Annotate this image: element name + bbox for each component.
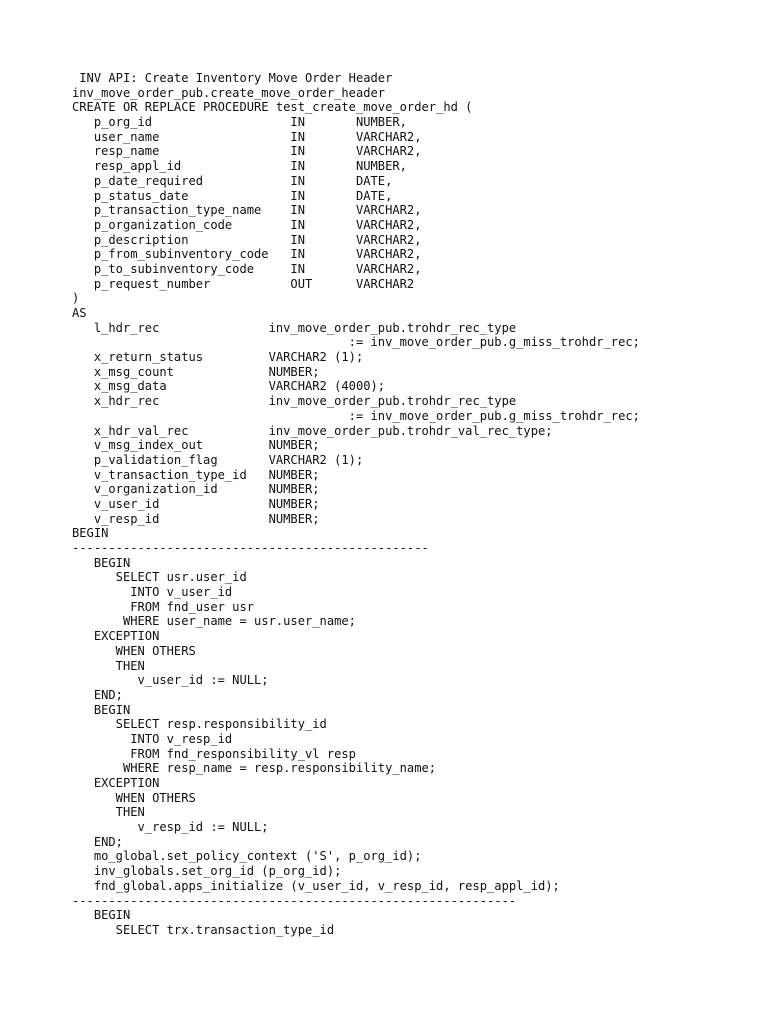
code-line: := inv_move_order_pub.g_miss_trohdr_rec;	[72, 408, 640, 423]
code-line: p_transaction_type_name IN VARCHAR2,	[72, 203, 422, 218]
code-line: BEGIN	[72, 908, 131, 923]
code-line: x_hdr_val_rec inv_move_order_pub.trohdr_val_rec_type;	[72, 423, 553, 438]
code-line: p_organization_code IN VARCHAR2,	[72, 217, 422, 232]
code-line: p_from_subinventory_code IN VARCHAR2,	[72, 247, 422, 262]
code-line: resp_name IN VARCHAR2,	[72, 144, 422, 159]
code-line: v_transaction_type_id NUMBER;	[72, 467, 320, 482]
code-line: AS	[72, 306, 87, 320]
code-line: WHEN OTHERS	[72, 643, 196, 658]
code-line: INTO v_user_id	[72, 585, 233, 600]
code-line: BEGIN	[72, 526, 109, 541]
code-line: x_return_status VARCHAR2 (1);	[72, 350, 364, 365]
code-line: INV API: Create Inventory Move Order Header	[72, 71, 393, 85]
code-line: fnd_global.apps_initialize (v_user_id, v_resp_id, resp_appl_id);	[72, 878, 560, 893]
code-line: mo_global.set_policy_context ('S', p_org_id);	[72, 849, 422, 864]
code-line: EXCEPTION	[72, 629, 160, 644]
code-line: v_user_id := NULL;	[72, 673, 269, 688]
code-line: EXCEPTION	[72, 776, 160, 790]
code-line: )	[72, 291, 80, 306]
code-line: x_msg_count NUMBER;	[72, 364, 320, 379]
code-line: FROM fnd_user usr	[72, 599, 255, 614]
code-line: BEGIN	[72, 555, 131, 570]
code-line: INTO v_resp_id	[72, 731, 233, 746]
code-line: SELECT usr.user_id	[72, 570, 247, 585]
code-line: p_date_required IN DATE,	[72, 173, 393, 188]
code-line: inv_move_order_pub.create_move_order_header	[72, 85, 386, 100]
code-line: p_description IN VARCHAR2,	[72, 232, 422, 247]
code-line: v_msg_index_out NUMBER;	[72, 438, 320, 453]
code-line: p_validation_flag VARCHAR2 (1);	[72, 452, 364, 467]
code-line: v_resp_id := NULL;	[72, 820, 269, 835]
code-line: CREATE OR REPLACE PROCEDURE test_create_move_order_hd (	[72, 100, 473, 115]
code-line: x_hdr_rec inv_move_order_pub.trohdr_rec_type	[72, 394, 517, 409]
code-line: v_resp_id NUMBER;	[72, 511, 320, 526]
code-line: := inv_move_order_pub.g_miss_trohdr_rec;	[72, 335, 640, 350]
code-line: p_status_date IN DATE,	[72, 188, 393, 203]
code-line: END;	[72, 834, 123, 849]
code-line: WHEN OTHERS	[72, 790, 196, 805]
code-line: l_hdr_rec inv_move_order_pub.trohdr_rec_type	[72, 320, 517, 335]
code-line: inv_globals.set_org_id (p_org_id);	[72, 864, 342, 879]
code-line: x_msg_data VARCHAR2 (4000);	[72, 379, 386, 394]
code-line: p_org_id IN NUMBER,	[72, 115, 407, 130]
code-line: v_organization_id NUMBER;	[72, 482, 320, 497]
code-line: -------------------------------------------------------------	[72, 893, 517, 908]
code-line: THEN	[72, 658, 145, 673]
code-line: SELECT trx.transaction_type_id	[72, 922, 335, 937]
code-line: v_user_id NUMBER;	[72, 496, 320, 511]
code-line: SELECT resp.responsibility_id	[72, 717, 327, 732]
code-line: BEGIN	[72, 702, 131, 717]
code-line: WHERE user_name = usr.user_name;	[72, 614, 356, 629]
code-line: p_to_subinventory_code IN VARCHAR2,	[72, 261, 422, 276]
code-line: WHERE resp_name = resp.responsibility_name;	[72, 761, 437, 776]
code-document	[72, 71, 762, 938]
code-line: resp_appl_id IN NUMBER,	[72, 159, 407, 174]
code-line: -------------------------------------------------	[72, 541, 429, 555]
code-line: FROM fnd_responsibility_vl resp	[72, 746, 356, 761]
code-line: END;	[72, 687, 123, 702]
code-line: user_name IN VARCHAR2,	[72, 129, 422, 144]
code-line: THEN	[72, 805, 145, 820]
code-line: p_request_number OUT VARCHAR2	[72, 276, 415, 291]
